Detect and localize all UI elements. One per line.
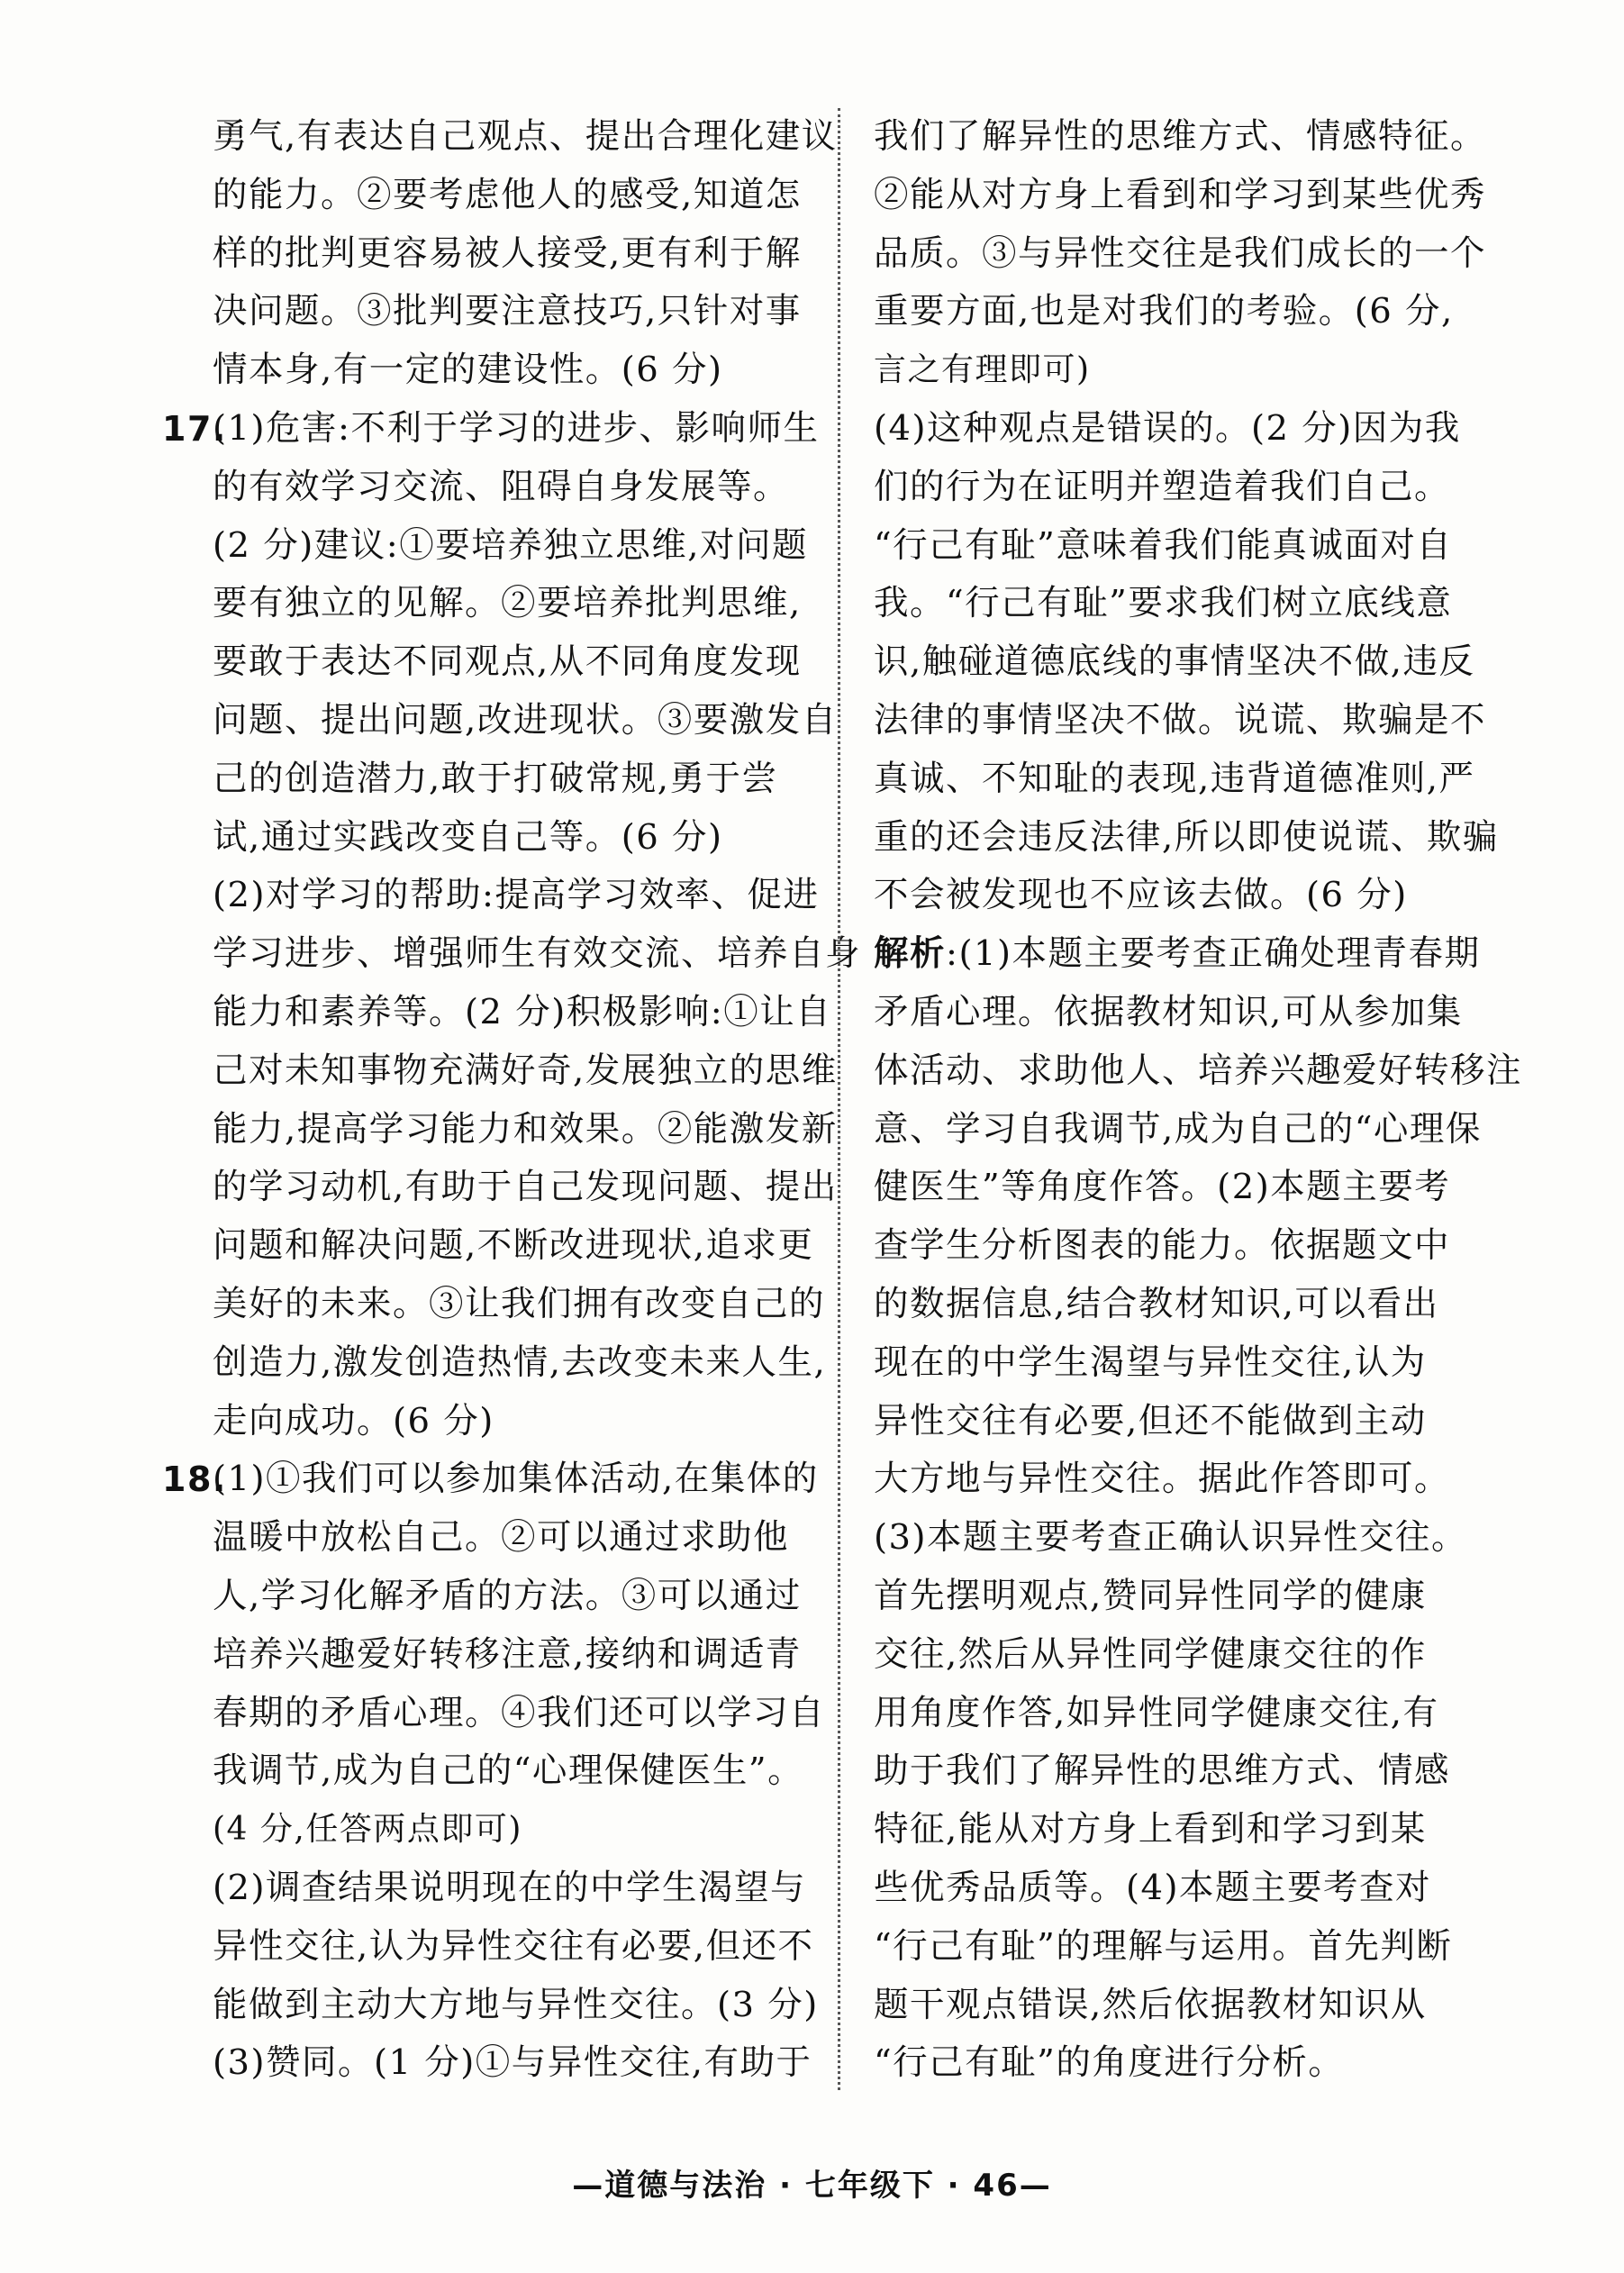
text-line: 识,触碰道德底线的事情坚决不做,违反 [874,641,1475,683]
text-line: 意、学习自我调节,成为自己的“心理保 [874,1108,1482,1150]
text-line: 重要方面,也是对我们的考验。(6 分, [874,291,1454,332]
question-number: 17. [162,408,227,449]
text-line: 异性交往有必要,但还不能做到主动 [874,1400,1427,1441]
page-footer: —道德与法治 · 七年级下 · 46— [572,2168,1052,2204]
text-line: 培养兴趣爱好转移注意,接纳和调适青 [213,1633,802,1675]
text-line: 的数据信息,结合教材知识,可以看出 [874,1283,1439,1324]
question-number: 18. [162,1459,227,1500]
text-line: “行己有耻”的理解与运用。首先判断 [874,1925,1453,1967]
text-line: 勇气,有表达自己观点、提出合理化建议 [213,116,838,157]
text-line: 的有效学习交流、阻碍自身发展等。 [213,466,790,507]
text-line: (2)对学习的帮助:提高学习效率、促进 [213,875,820,916]
question-17-answer [162,400,862,1450]
text-line: 己对未知事物充满好奇,发展独立的思维 [213,1050,838,1091]
text-line: 言之有理即可) [874,351,1091,389]
text-line: 学习进步、增强师生有效交流、培养自身 [213,933,862,975]
text-line: 美好的未来。③让我们拥有改变自己的 [213,1283,826,1324]
text-line: 能力,提高学习能力和效果。②能激发新 [213,1108,838,1150]
text-line: 用角度作答,如异性同学健康交往,有 [874,1692,1439,1733]
text-line: 温暖中放松自己。②可以通过求助他 [213,1517,790,1559]
text-line: 样的批判更容易被人接受,更有利于解 [213,232,802,274]
text-line: 试,通过实践改变自己等。(6 分) [213,816,723,858]
text-line: 交往,然后从异性同学健康交往的作 [874,1633,1427,1675]
text-line: “行己有耻”意味着我们能真诚面对自 [874,524,1453,566]
analysis-label: 解析 [874,933,947,975]
text-line: 人,学习化解矛盾的方法。③可以通过 [213,1575,802,1616]
question-18-answer [162,1450,826,2093]
text-line: 首先摆明观点,赞同异性同学的健康 [874,1575,1427,1616]
text-line: 春期的矛盾心理。④我们还可以学习自 [213,1692,826,1733]
text-line: 品质。③与异性交往是我们成长的一个 [874,232,1487,274]
text-line: (3)赞同。(1 分)①与异性交往,有助于 [213,2042,812,2084]
text-line: 异性交往,认为异性交往有必要,但还不 [213,1925,814,1967]
text-line: 的学习动机,有助于自己发现问题、提出 [213,1167,838,1208]
text-line: 法律的事情坚决不做。说谎、欺骗是不 [874,699,1487,741]
text-line: 健医生”等角度作答。(2)本题主要考 [874,1167,1451,1208]
text-line: 查学生分析图表的能力。依据题文中 [874,1225,1451,1267]
text-line: 情本身,有一定的建设性。(6 分) [213,350,723,391]
text-line: 现在的中学生渴望与异性交往,认为 [874,1341,1427,1383]
text-line: 特征,能从对方身上看到和学习到某 [874,1809,1427,1850]
text-line: 我们了解异性的思维方式、情感特征。 [874,116,1487,157]
analysis-section [874,925,1522,2093]
text-line: 大方地与异性交往。据此作答即可。 [874,1459,1451,1500]
text-line: (2)调查结果说明现在的中学生渴望与 [213,1867,807,1908]
text-line: (2 分)建议:①要培养独立思维,对问题 [213,524,808,566]
text-line: 们的行为在证明并塑造着我们自己。 [874,466,1451,507]
continued-answer [162,108,838,400]
text-line: 要有独立的见解。②要培养批判思维, [213,583,802,624]
text-line: “行己有耻”的角度进行分析。 [874,2042,1345,2084]
text-line: 能做到主动大方地与异性交往。(3 分) [213,1984,819,2025]
text-line: 些优秀品质等。(4)本题主要考查对 [874,1867,1432,1908]
text-line: :(1)本题主要考查正确处理青春期 [946,933,1481,975]
text-line: 走向成功。(6 分) [213,1400,494,1441]
text-line: 重的还会违反法律,所以即使说谎、欺骗 [874,816,1499,858]
text-line: ②能从对方身上看到和学习到某些优秀 [874,174,1487,215]
text-line: 创造力,激发创造热情,去改变未来人生, [213,1341,827,1383]
column-divider [838,108,840,2090]
text-line: (4 分,任答两点即可) [213,1811,522,1849]
text-line: 助于我们了解异性的思维方式、情感 [874,1750,1451,1792]
text-line: 问题和解决问题,不断改进现状,追求更 [213,1225,814,1267]
right-column [874,108,1522,2093]
text-line: (1)①我们可以参加集体活动,在集体的 [213,1459,819,1500]
text-line: 己的创造潜力,敢于打破常规,勇于尝 [213,758,778,799]
text-line: 题干观点错误,然后依据教材知识从 [874,1984,1427,2025]
text-line: 矛盾心理。依据教材知识,可从参加集 [874,991,1463,1032]
text-line: 要敢于表达不同观点,从不同角度发现 [213,641,802,683]
text-line: 体活动、求助他人、培养兴趣爱好转移注 [874,1050,1523,1091]
text-line: 能力和素养等。(2 分)积极影响:①让自 [213,991,832,1032]
text-line: (3)本题主要考查正确认识异性交往。 [874,1517,1468,1559]
left-column [162,108,862,2093]
text-line: (1)危害:不利于学习的进步、影响师生 [213,407,820,449]
text-line: 决问题。③批判要注意技巧,只针对事 [213,291,802,332]
text-line: 我。“行己有耻”要求我们树立底线意 [874,583,1453,624]
text-line: 真诚、不知耻的表现,违背道德准则,严 [874,758,1475,799]
text-line: 我调节,成为自己的“心理保健医生”。 [213,1750,804,1792]
text-line: 的能力。②要考虑他人的感受,知道怎 [213,174,802,215]
text-line: (4)这种观点是错误的。(2 分)因为我 [874,407,1461,449]
text-line: 不会被发现也不应该去做。(6 分) [874,875,1408,916]
text-line: 问题、提出问题,改进现状。③要激发自 [213,699,838,741]
question-18-answer-continued [874,108,1522,925]
